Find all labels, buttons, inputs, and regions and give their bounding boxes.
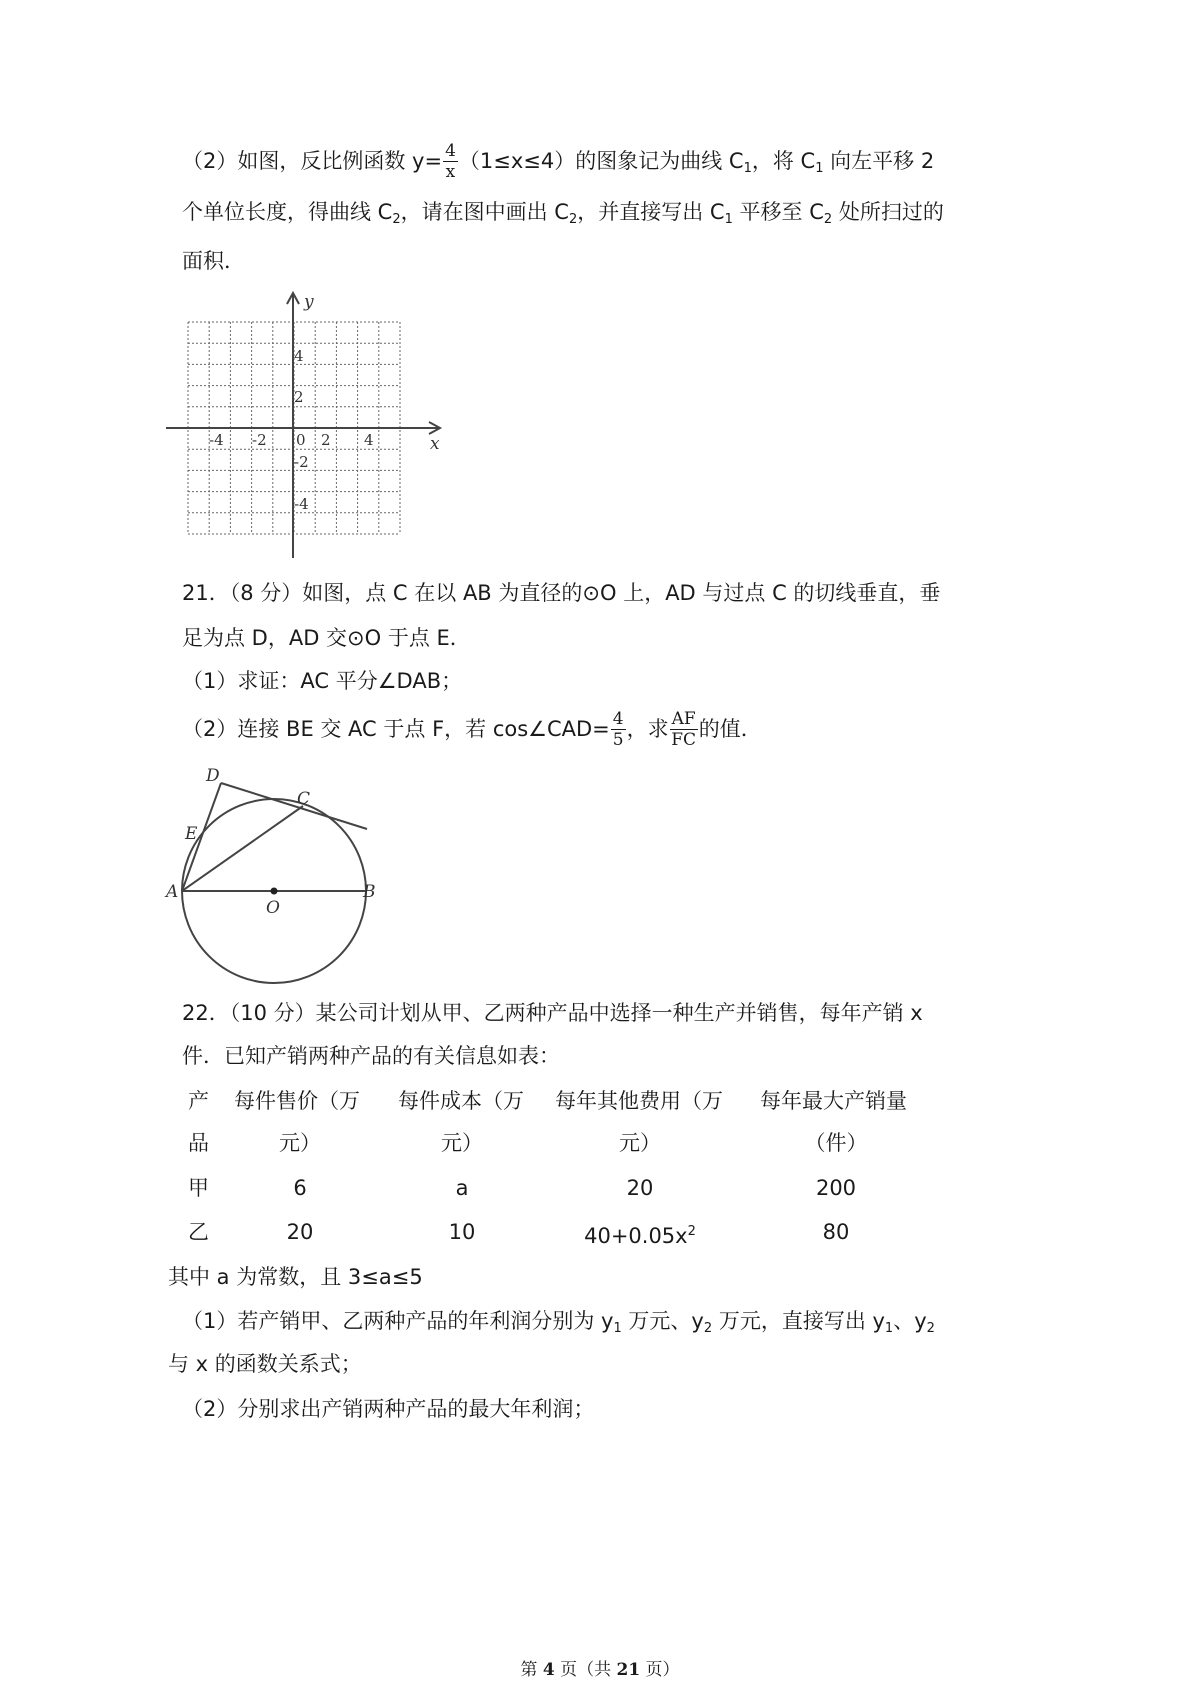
label-c: C [297, 789, 311, 809]
th-price-2: 元） [279, 1131, 321, 1155]
label-o: O [266, 898, 280, 918]
x-axis-label: x [430, 434, 440, 454]
x-tick-neg4: -4 [209, 431, 224, 449]
label-a: A [166, 882, 179, 902]
q20-text: （2）如图，反比例函数 y= [182, 149, 443, 173]
label-e: E [185, 824, 198, 844]
fraction-4-over-x: $\frac{4}{x}$ [445, 141, 456, 182]
th-cost-2: 元） [441, 1131, 483, 1155]
circle-figure [160, 760, 390, 990]
q21-line2: 足为点 D，AD 交⊙O 于点 E． [182, 626, 471, 650]
row-jia-other: 20 [626, 1176, 654, 1200]
y-tick-4: 4 [294, 347, 304, 365]
fraction-af-over-fc: $\frac{AF}{FC}$ [671, 709, 697, 750]
x-tick-4: 4 [364, 431, 374, 449]
th-cost-1: 每件成本（万 [398, 1089, 524, 1113]
q20-part2-line3: 面积． [182, 249, 245, 273]
q22-line2: 件．已知产销两种产品的有关信息如表： [182, 1044, 560, 1068]
row-yi-cost: 10 [448, 1220, 476, 1244]
th-max-2: （件） [804, 1131, 868, 1155]
row-jia-label: 甲 [188, 1176, 209, 1200]
q21-part2: （2）连接 BE 交 AC 于点 F，若 cos∠CAD= $\frac{4}{5}$ ，求 $\frac{AF}{FC}$ 的值． [182, 709, 762, 750]
y-axis-label: y [304, 292, 314, 312]
row-jia-price: 6 [293, 1176, 307, 1200]
segment-ac [182, 806, 303, 891]
row-jia-cost: a [455, 1176, 469, 1200]
row-yi-other: $40+0.05x^2$ [584, 1224, 696, 1248]
page-footer: 第 4 页（共 21 页） [520, 1660, 680, 1680]
y-tick-neg2: -2 [294, 453, 309, 471]
coordinate-grid-figure [164, 290, 454, 562]
y-tick-neg4: -4 [294, 495, 309, 513]
q22-part1: （1）若产销甲、乙两种产品的年利润分别为 $y_1$ 万元、$y_2$ 万元，直接写出 $y_1$、$y_2$ [182, 1309, 935, 1336]
th-max-1: 每年最大产销量 [760, 1089, 907, 1113]
q22-line1: 22．（10 分）某公司计划从甲、乙两种产品中选择一种生产并销售，每年产销 x [182, 1001, 923, 1025]
q22-part2: （2）分别求出产销两种产品的最大年利润； [182, 1397, 595, 1421]
q20-part2-line2: 个单位长度，得曲线 $C_2$，请在图中画出 $C_2$，并直接写出 $C_1$ 平移至 $C_2$ 处所扫过的 [182, 200, 944, 227]
label-d: D [206, 766, 220, 786]
fraction-4-over-5: $\frac{4}{5}$ [612, 709, 624, 750]
th-product-1: 产 [188, 1089, 209, 1113]
row-yi-price: 20 [286, 1220, 314, 1244]
q21-line1: 21．（8 分）如图，点 C 在以 AB 为直径的⊙O 上，AD 与过点 C 的切线垂直，垂 [182, 581, 941, 605]
tangent-line [221, 783, 367, 829]
row-jia-max: 200 [815, 1176, 857, 1200]
q21-part1: （1）求证：AC 平分∠DAB； [182, 669, 463, 693]
q22-part1-line2: 与 x 的函数关系式； [168, 1352, 362, 1376]
x-tick-0: 0 [296, 431, 306, 449]
row-yi-max: 80 [822, 1220, 850, 1244]
x-tick-2: 2 [321, 431, 331, 449]
th-other-2: 元） [619, 1131, 661, 1155]
q20-part2-line1: （2）如图，反比例函数 y= $\frac{4}{x}$ （1≤x≤4）的图象记为曲线 $C_1$，将 $C_1$ 向左平移 2 [182, 141, 935, 182]
center-point-o [271, 888, 278, 895]
q22-note: 其中 a 为常数，且 3≤a≤5 [168, 1265, 423, 1289]
y-tick-2: 2 [294, 388, 304, 406]
th-price-1: 每件售价（万 [234, 1089, 360, 1113]
th-other-1: 每年其他费用（万 [555, 1089, 723, 1113]
th-product-2: 品 [188, 1131, 209, 1155]
x-tick-neg2: -2 [252, 431, 267, 449]
row-yi-label: 乙 [188, 1220, 209, 1244]
label-b: B [363, 882, 376, 902]
